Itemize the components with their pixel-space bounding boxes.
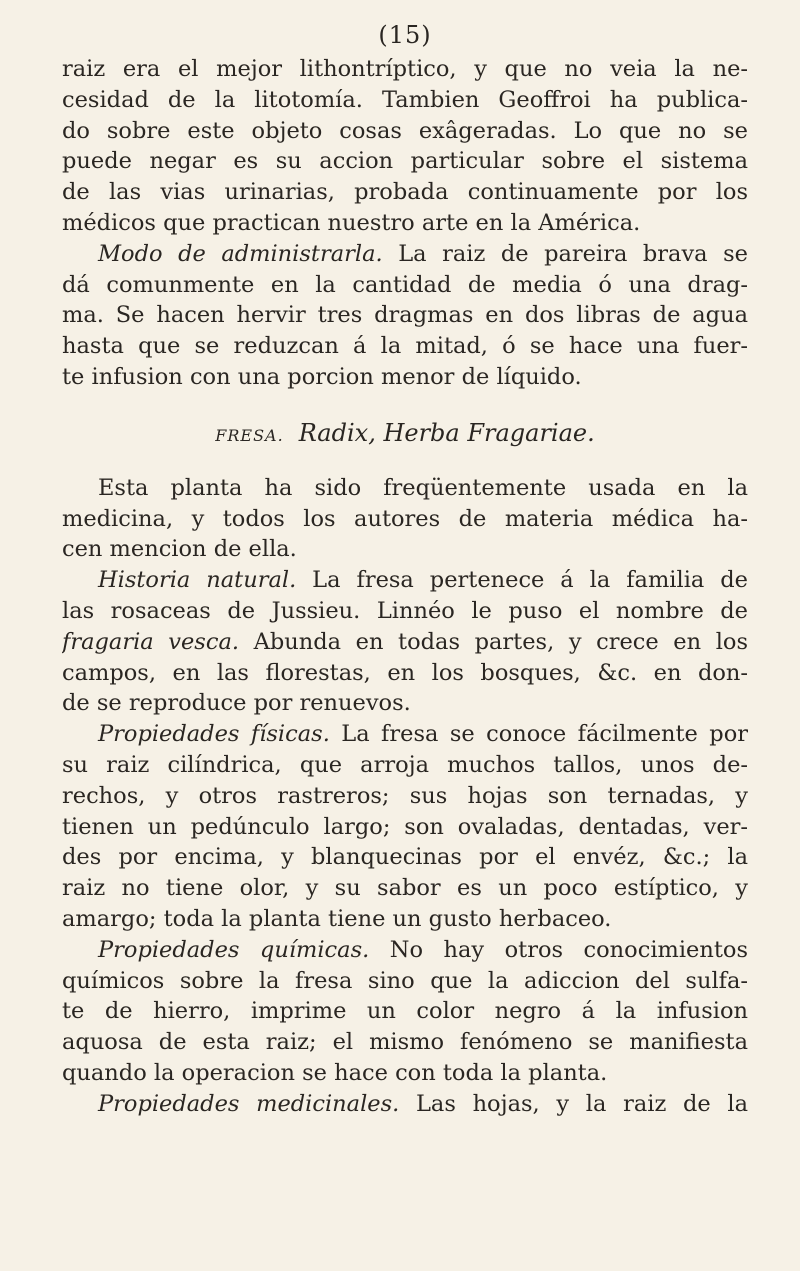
paragraph-pareira-conclusion [62,54,748,239]
text-run: La raiz de pareira brava se [382,240,748,267]
paragraph-propiedades-medicinales [62,1089,748,1120]
paragraph-propiedades-quimicas [62,935,748,1089]
text-line [62,239,748,270]
entry-heading-latin: Radix, Herba Fragariae. [298,418,595,447]
text-line: médicos que practican nuestro arte en la América. [62,209,641,236]
section-lead: Propiedades químicas. [98,936,370,963]
text-line: de se reproduce por renuevos. [62,690,411,717]
section-lead: Propiedades medicinales. [98,1090,400,1117]
text-line: Esta planta ha sido freqüentemente usada en la [98,474,748,501]
paragraph-historia-natural [62,565,748,719]
text-line: químicos sobre la fresa sino que la adiccion del sulfa- [62,967,748,994]
text-line: te de hierro, imprime un color negro á la infusion [62,998,748,1025]
text-line: dá comunmente en la cantidad de media ó una drag- [62,271,748,298]
text-line [62,1089,748,1120]
text-line: las rosaceas de Jussieu. Linnéo le puso el nombre de [62,597,748,624]
text-line: campos, en las florestas, en los bosques, &c. en don- [62,659,748,686]
text-run: La fresa pertenece á la familia de [296,567,748,594]
text-line: rechos, y otros rastreros; sus hojas son ternadas, y [62,782,748,809]
text-line: te infusion con una porcion menor de líquido. [62,363,582,390]
text-line: medicina, y todos los autores de materia médica ha- [62,505,748,532]
section-lead: Modo de administrarla. [98,240,383,267]
text-run: Abunda en todas partes, y crece en los [239,628,748,655]
page-number: (15) [378,21,432,49]
text-line: ma. Se hacen hervir tres dragmas en dos libras de agua [62,302,748,329]
text-run: No hay otros conocimientos [369,936,748,963]
text-line: puede negar es su accion particular sobre el sistema [62,148,748,175]
text-line: do sobre este objeto cosas exâgeradas. Lo que no se [62,117,748,144]
text-line [62,627,748,658]
text-line: quando la operacion se hace con toda la planta. [62,1059,608,1086]
text-line [62,719,748,750]
entry-heading-name: FRESA. [215,425,284,445]
text-line [62,565,748,596]
paragraph-modo-de-administrarla [62,239,748,393]
text-run: Las hojas, y la raiz de la [399,1090,748,1117]
species-name: fragaria vesca. [62,628,240,655]
section-lead: Propiedades físicas. [98,721,330,748]
text-line [62,935,748,966]
text-line: raiz no tiene olor, y su sabor es un poco estíptico, y [62,875,748,902]
text-line: des por encima, y blanquecinas por el envéz, &c.; la [62,844,748,871]
text-run: La fresa se conoce fácilmente por [329,721,748,748]
section-lead: Historia natural. [98,567,297,594]
paragraph-propiedades-fisicas [62,719,748,935]
entry-heading [62,419,748,447]
text-line: tienen un pedúnculo largo; son ovaladas, dentadas, ver- [62,813,748,840]
text-line: de las vias urinarias, probada continuamente por los [62,179,748,206]
text-line: cesidad de la litotomía. Tambien Geoffroi ha publica- [62,86,748,113]
paragraph-fresa-intro [62,473,748,565]
text-line: cen mencion de ella. [62,536,297,563]
text-line: hasta que se reduzcan á la mitad, ó se hace una fuer- [62,333,748,360]
text-line: raiz era el mejor lithontríptico, y que no veia la ne- [62,56,748,82]
text-line: amargo; toda la planta tiene un gusto herbaceo. [62,905,612,932]
text-line: aquosa de esta raiz; el mismo fenómeno se manifiesta [62,1029,748,1056]
text-line: su raiz cilíndrica, que arroja muchos tallos, unos de- [62,751,748,778]
